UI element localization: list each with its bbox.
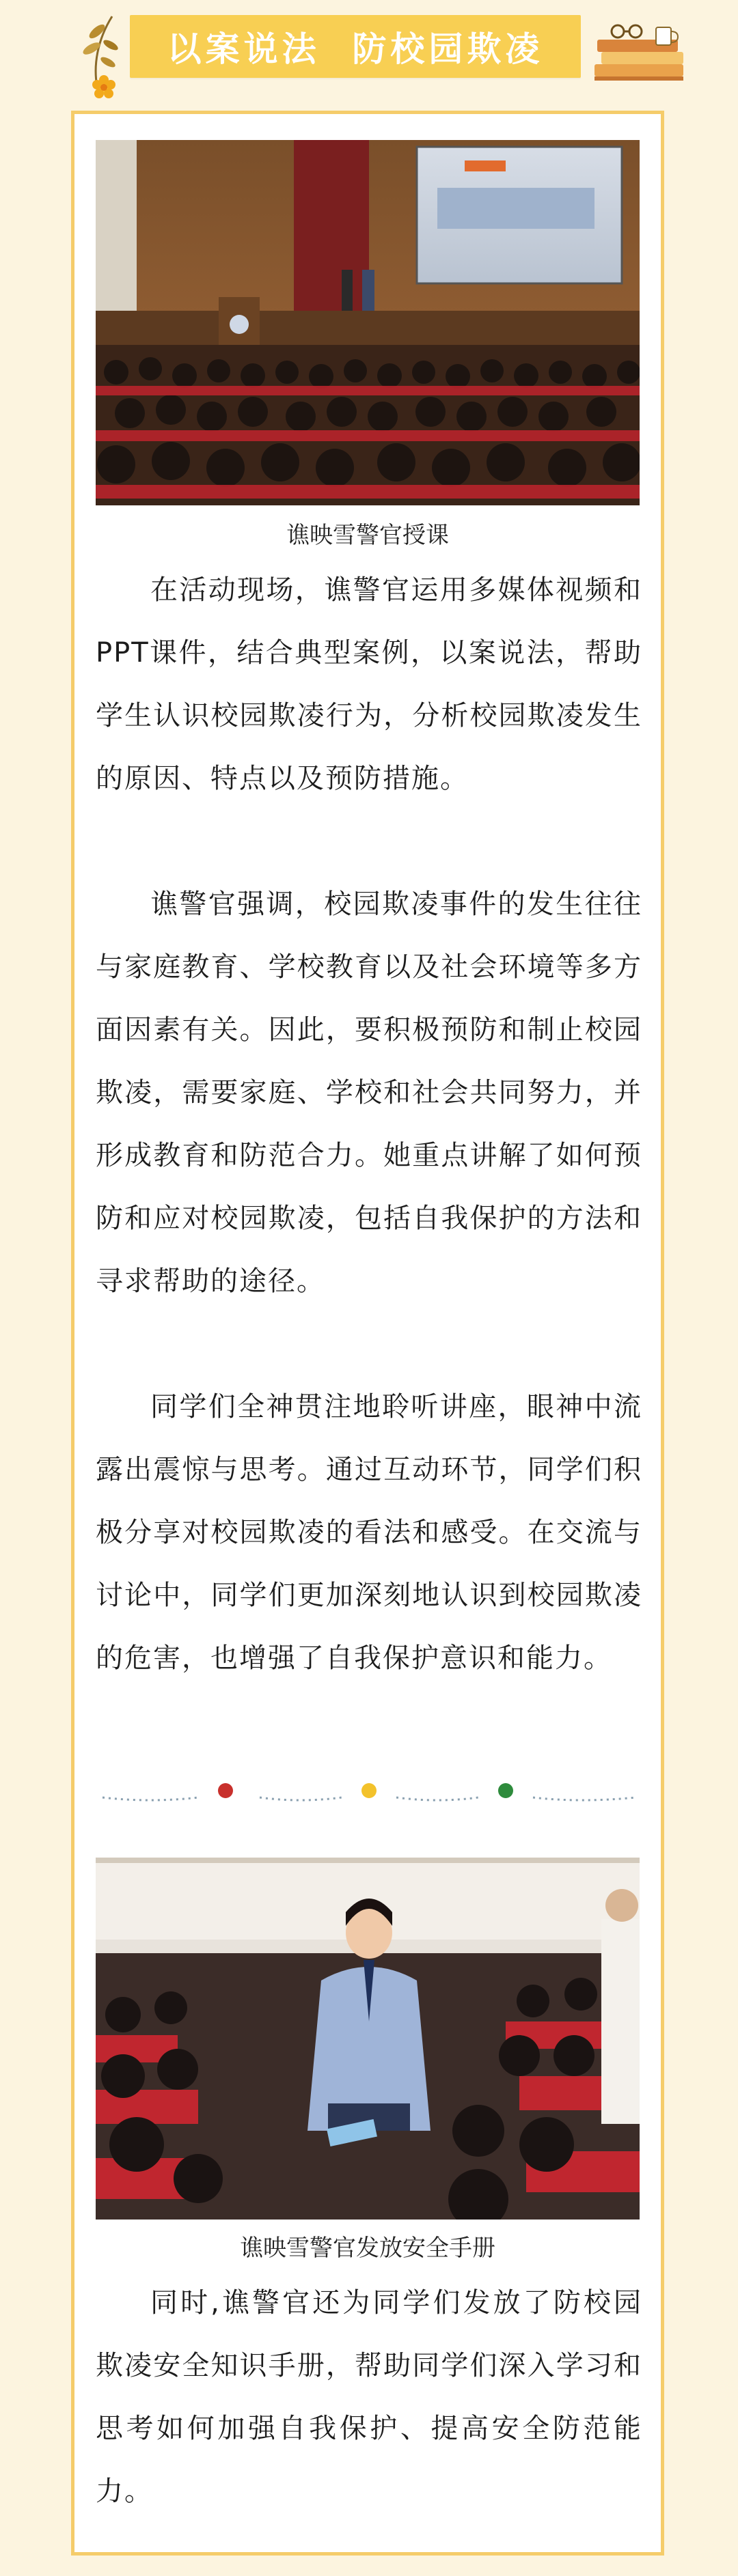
page-title: 以案说法 防校园欺凌 (167, 29, 544, 69)
photo-caption: 谯映雪警官授课 (286, 522, 449, 549)
dotted-divider (96, 1776, 642, 1810)
paragraph: 在活动现场，谯警官运用多媒体视频和PPT课件，结合典型案例，以案说法，帮助学生认识校园欺凌行为，分析校园欺凌发生的原因、特点以及预防措施。 (96, 574, 642, 794)
lecture-photo (96, 140, 640, 505)
title-banner (130, 15, 581, 78)
paragraph: 同学们全神贯注地聆听讲座，眼神中流露出震惊与思考。通过互动环节，同学们积极分享对校园欺凌的看法和感受。在交流与讨论中，同学们更加深刻地认识到校园欺凌的危害，也增强了自我保护意识和能力。 (96, 1391, 642, 1674)
divider-dot-red (218, 1783, 233, 1798)
paragraph: 谯警官强调，校园欺凌事件的发生往往与家庭教育、学校教育以及社会环境等多方面因素有关。因此，要积极预防和制止校园欺凌，需要家庭、学校和社会共同努力，并形成教育和防范合力。她重点讲解了如何预防和应对校园欺凌，包括自我保护的方法和寻求帮助的途径。 (96, 888, 642, 1297)
handbook-photo (96, 1858, 640, 2220)
photo-caption: 谯映雪警官发放安全手册 (240, 2235, 495, 2262)
divider-dot-green (498, 1783, 513, 1798)
paragraph: 同时,谯警官还为同学们发放了防校园欺凌安全知识手册，帮助同学们深入学习和思考如何加强自我保护、提高安全防范能力。 (96, 2287, 642, 2507)
divider-dot-yellow (361, 1783, 377, 1798)
leaf-flower-icon (71, 11, 133, 107)
header (0, 0, 738, 102)
books-icon (588, 16, 690, 92)
